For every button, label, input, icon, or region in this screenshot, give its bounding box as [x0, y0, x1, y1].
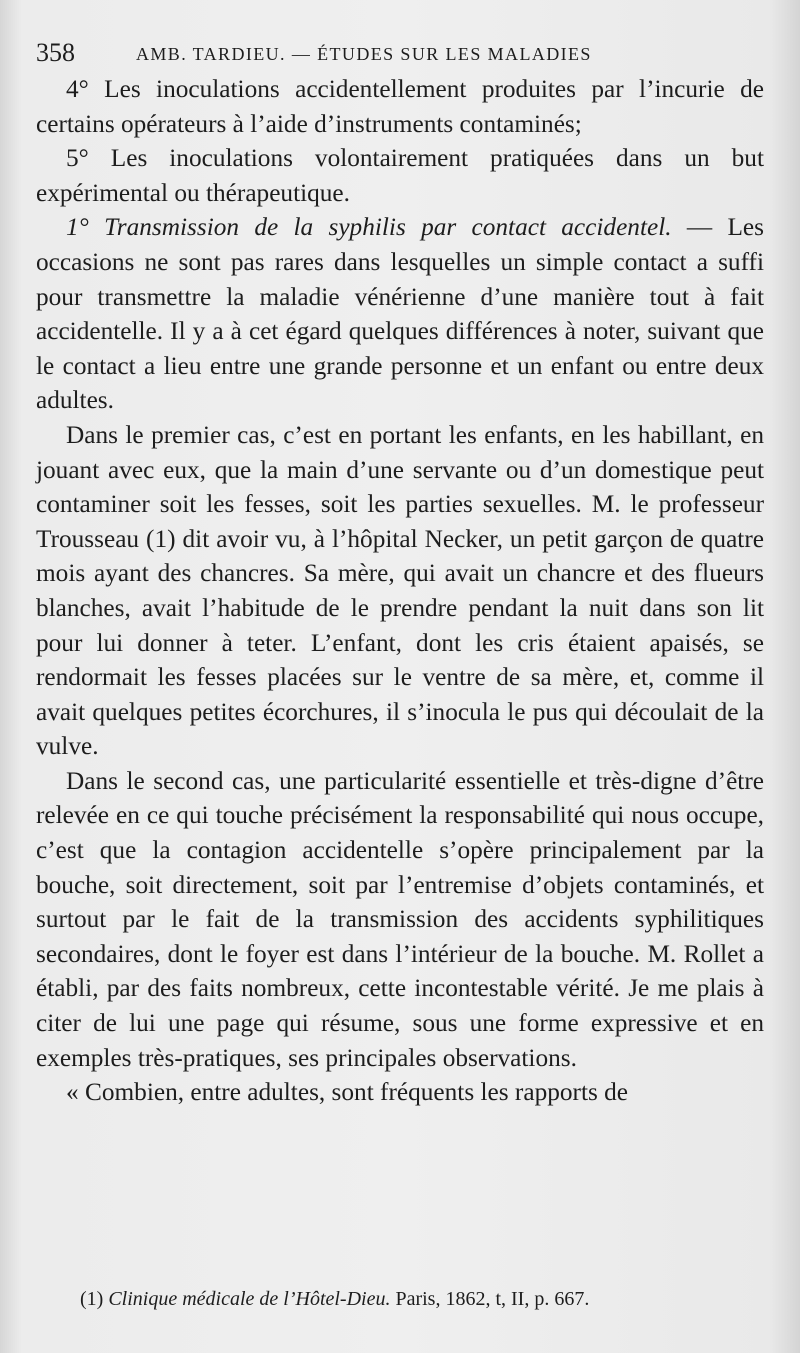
- footnote: [80, 1286, 760, 1312]
- running-head: AMB. TARDIEU. — ÉTUDES SUR LES MALADIES: [136, 44, 592, 64]
- paragraph-transmission-contact: [36, 210, 764, 418]
- section-title: 1° Transmission de la syphilis par contact accidentel.: [66, 213, 672, 242]
- page-header: [36, 38, 776, 68]
- paragraph-premier-cas: Dans le premier cas, c’est en portant les enfants, en les habillant, en jouant avec eux, que la main d’une servante ou d’un domestique peut contaminer soit les fesses, soit les parties sexuelles. M. le professeur Trousseau (1) dit avoir vu, à l’hôpital Necker, un petit garçon de quatre mois ayant des chancres. Sa mère, qui avait un chancre et des flueurs blanches, avait l’habitude de le prendre pendant la nuit dans son lit pour lui donner à teter. L’enfant, dont les cris étaient apaisés, se rendormait les fesses placées sur le ventre de sa mère, et, comme il avait quelques petites écorchures, il s’inocula le pus qui découlait de la vulve.: [36, 420, 764, 761]
- paragraph-inoculations-incurie: 4° Les inoculations accidentellement produites par l’incurie de certains opérateurs à l’aide d’instruments contaminés;: [36, 75, 764, 138]
- page-number: 358: [36, 38, 75, 67]
- footnote-reference: Paris, 1862, t, II, p. 667.: [390, 1288, 590, 1310]
- footnote-marker: (1): [80, 1288, 109, 1310]
- section-intro-text: — Les occasions ne sont pas rares dans lesquelles un simple contact a suffi pour transmettre la maladie vénérienne d’une manière tout à fait accidentelle. Il y a à cet égard quelques différences à noter, suivant que le contact a lieu entre une grande personne et un enfant ou entre deux adultes.: [36, 213, 764, 415]
- paragraph-inoculations-volontaires: 5° Les inoculations volontairement pratiquées dans un but expérimental ou thérapeutique.: [36, 144, 764, 207]
- paragraph-quote-start: « Combien, entre adultes, sont fréquents les rapports de: [66, 1078, 629, 1107]
- footnote-title: Clinique médicale de l’Hôtel-Dieu.: [108, 1288, 391, 1310]
- body-text: [36, 72, 764, 1110]
- paragraph-second-cas: Dans le second cas, une particularité essentielle et très-digne d’être relevée en ce qui touche précisément la responsabilité qui nous occupe, c’est que la contagion accidentelle s’opère principalement par la bouche, soit directement, soit par l’entremise d’objets contaminés, et surtout par le fait de la transmission des accidents syphilitiques secondaires, dont le foyer est dans l’intérieur de la bouche. M. Rollet a établi, par des faits nombreux, cette incontestable vérité. Je me plais à citer de lui une page qui résume, sous une forme expressive et en exemples très-pratiques, ses principales observations.: [36, 766, 764, 1072]
